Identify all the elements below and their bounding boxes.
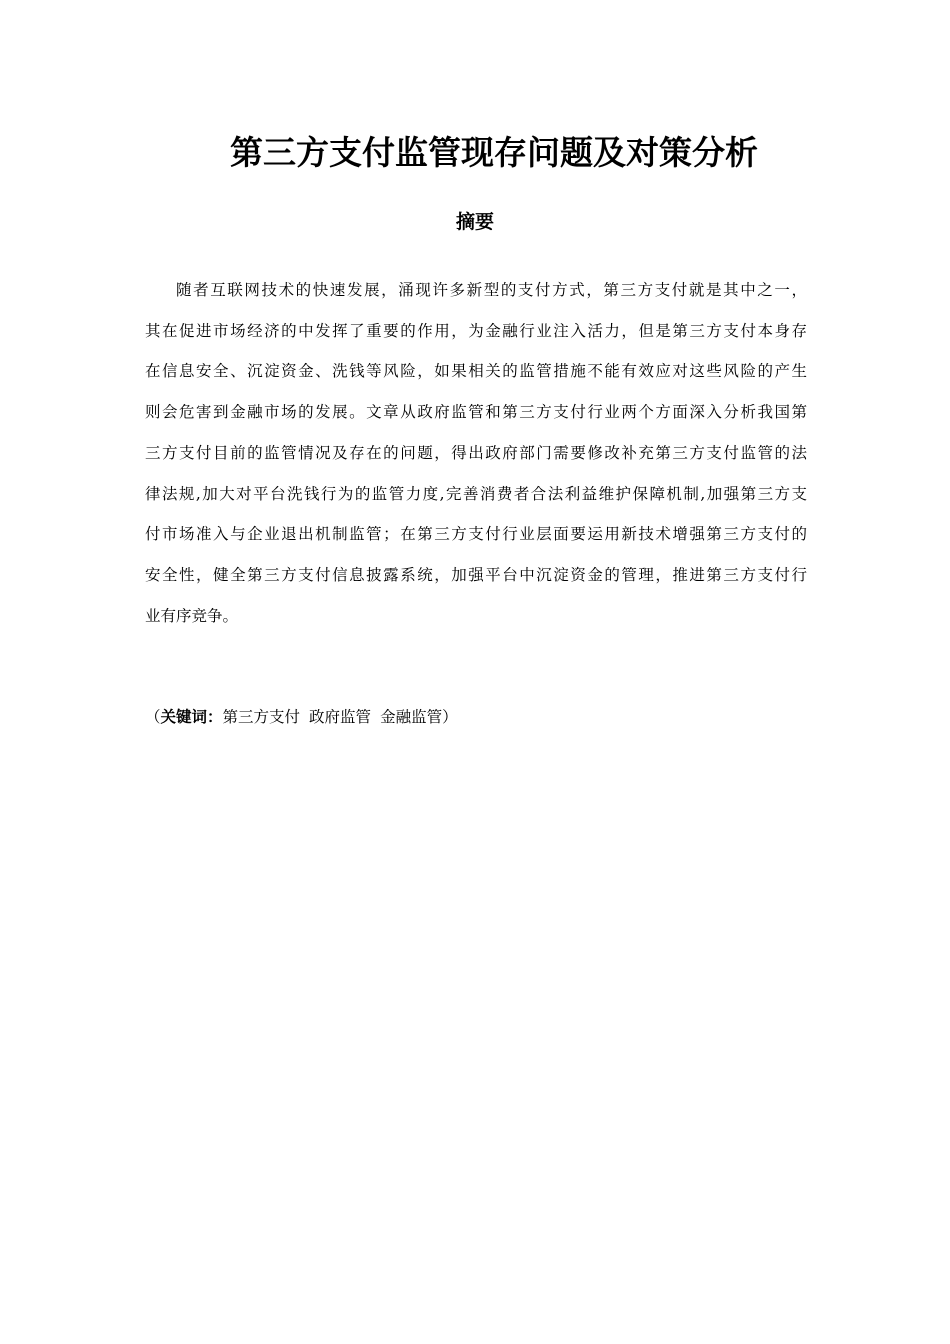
abstract-line: 三方支付目前的监管情况及存在的问题，得出政府部门需要修改补充第三方支付监管的法 — [145, 443, 807, 462]
keywords-line — [145, 702, 807, 732]
keyword-item: 第三方支付 — [222, 708, 301, 726]
abstract-line: 业有序竞争。 — [145, 606, 239, 625]
abstract-line: 在信息安全、沉淀资金、洗钱等风险，如果相关的监管措施不能有效应对这些风险的产生 — [145, 362, 807, 381]
abstract-line: 其在促进市场经济的中发挥了重要的作用，为金融行业注入活力，但是第三方支付本身存 — [145, 321, 807, 340]
abstract-line: 随者互联网技术的快速发展，涌现许多新型的支付方式，第三方支付就是其中之一， — [176, 281, 807, 299]
abstract-paragraph — [145, 270, 807, 636]
keyword-item: 政府监管 — [309, 708, 372, 726]
abstract-line: 则会危害到金融市场的发展。文章从政府监管和第三方支付行业两个方面深入分析我国第 — [145, 403, 807, 422]
document-title: 第三方支付监管现存问题及对策分析 — [230, 133, 758, 172]
keywords-open-paren: （ — [145, 708, 161, 726]
abstract-line: 律法规,加大对平台洗钱行为的监管力度,完善消费者合法利益维护保障机制,加强第三方支 — [145, 484, 807, 503]
keywords-close-paren: ） — [442, 708, 458, 726]
keywords-label: 关键词： — [160, 707, 223, 726]
abstract-line: 付市场准入与企业退出机制监管；在第三方支付行业层面要运用新技术增强第三方支付的 — [145, 525, 807, 544]
abstract-line: 安全性，健全第三方支付信息披露系统，加强平台中沉淀资金的管理，推进第三方支付行 — [145, 565, 807, 584]
abstract-heading: 摘要 — [455, 211, 494, 233]
keyword-item: 金融监管 — [380, 708, 443, 726]
